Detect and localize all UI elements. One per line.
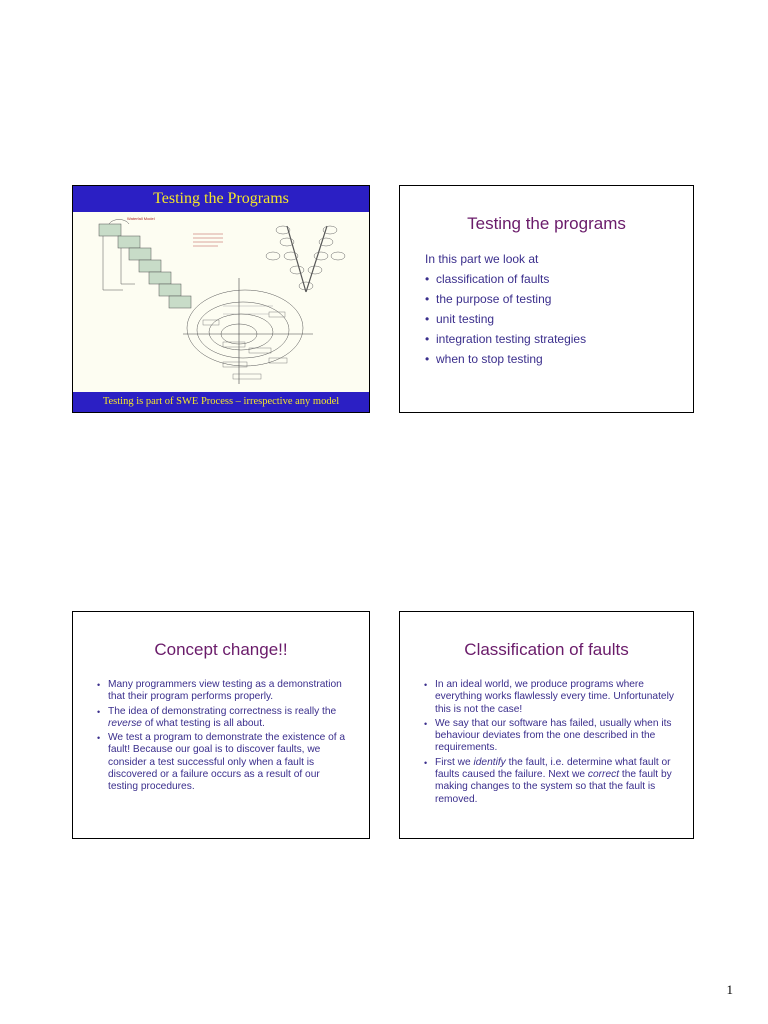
- text-run: The idea of demonstrating correctness is really the: [108, 705, 337, 717]
- text-run: of what testing is all about.: [141, 717, 265, 729]
- emphasis-text: identify: [473, 756, 506, 768]
- v-model-figure: [266, 226, 345, 292]
- slide-testing-the-programs-outline: [399, 185, 694, 413]
- slide-body: [97, 679, 352, 796]
- slide-body: [425, 252, 680, 372]
- list-item: • unit testing: [425, 312, 680, 326]
- list-item: • In an ideal world, we produce programs where everything works flawlessly every time. Unfortunately this is not the case!: [424, 679, 679, 716]
- slide-title-banner: Testing the Programs: [73, 186, 369, 212]
- list-item: • We say that our software has failed, usually when its behaviour deviates from the one described in the requirements.: [424, 718, 679, 755]
- slide-body: [424, 679, 679, 808]
- slide-title: Classification of faults: [464, 640, 629, 659]
- slide-footer-banner: Testing is part of SWE Process – irrespective any model: [73, 392, 369, 412]
- text-run: the fault, i.e. determine what fault or faults caused the failure. Next we: [435, 756, 671, 781]
- slide-testing-the-programs-diagram: [72, 185, 370, 413]
- text-run: the fault by making changes to the system so that the fault is removed.: [435, 769, 672, 805]
- list-item: [97, 706, 352, 731]
- list-item: • the purpose of testing: [425, 292, 680, 306]
- waterfall-model-figure: [99, 216, 223, 308]
- sdlc-models-diagram: [73, 212, 369, 392]
- list-item: • classification of faults: [425, 272, 680, 286]
- emphasis-text: correct: [587, 769, 620, 781]
- list-item: • when to stop testing: [425, 352, 680, 366]
- spiral-model-figure: [183, 278, 313, 384]
- topic-list: [425, 272, 680, 366]
- slide-classification-of-faults: [399, 611, 694, 839]
- text-run: First we: [435, 756, 474, 768]
- bullet-list: [424, 679, 679, 806]
- bullet-list: [97, 679, 352, 794]
- list-item: [424, 757, 679, 806]
- slide-concept-change: [72, 611, 370, 839]
- slide-title: Testing the programs: [467, 214, 626, 233]
- list-item: • We test a program to demonstrate the existence of a fault! Because our goal is to discover faults, we consider a test successful only when a fault is discovered or a failure occurs as a result of our testing procedures.: [97, 732, 352, 793]
- list-item: • Many programmers view testing as a demonstration that their program performs properly.: [97, 679, 352, 704]
- intro-text: In this part we look at: [425, 252, 539, 266]
- list-item: • integration testing strategies: [425, 332, 680, 346]
- waterfall-model-label: Waterfall Model: [127, 216, 155, 221]
- emphasis-text: reverse: [108, 717, 142, 729]
- slide-title: Concept change!!: [154, 640, 288, 659]
- page-number: 1: [726, 982, 733, 997]
